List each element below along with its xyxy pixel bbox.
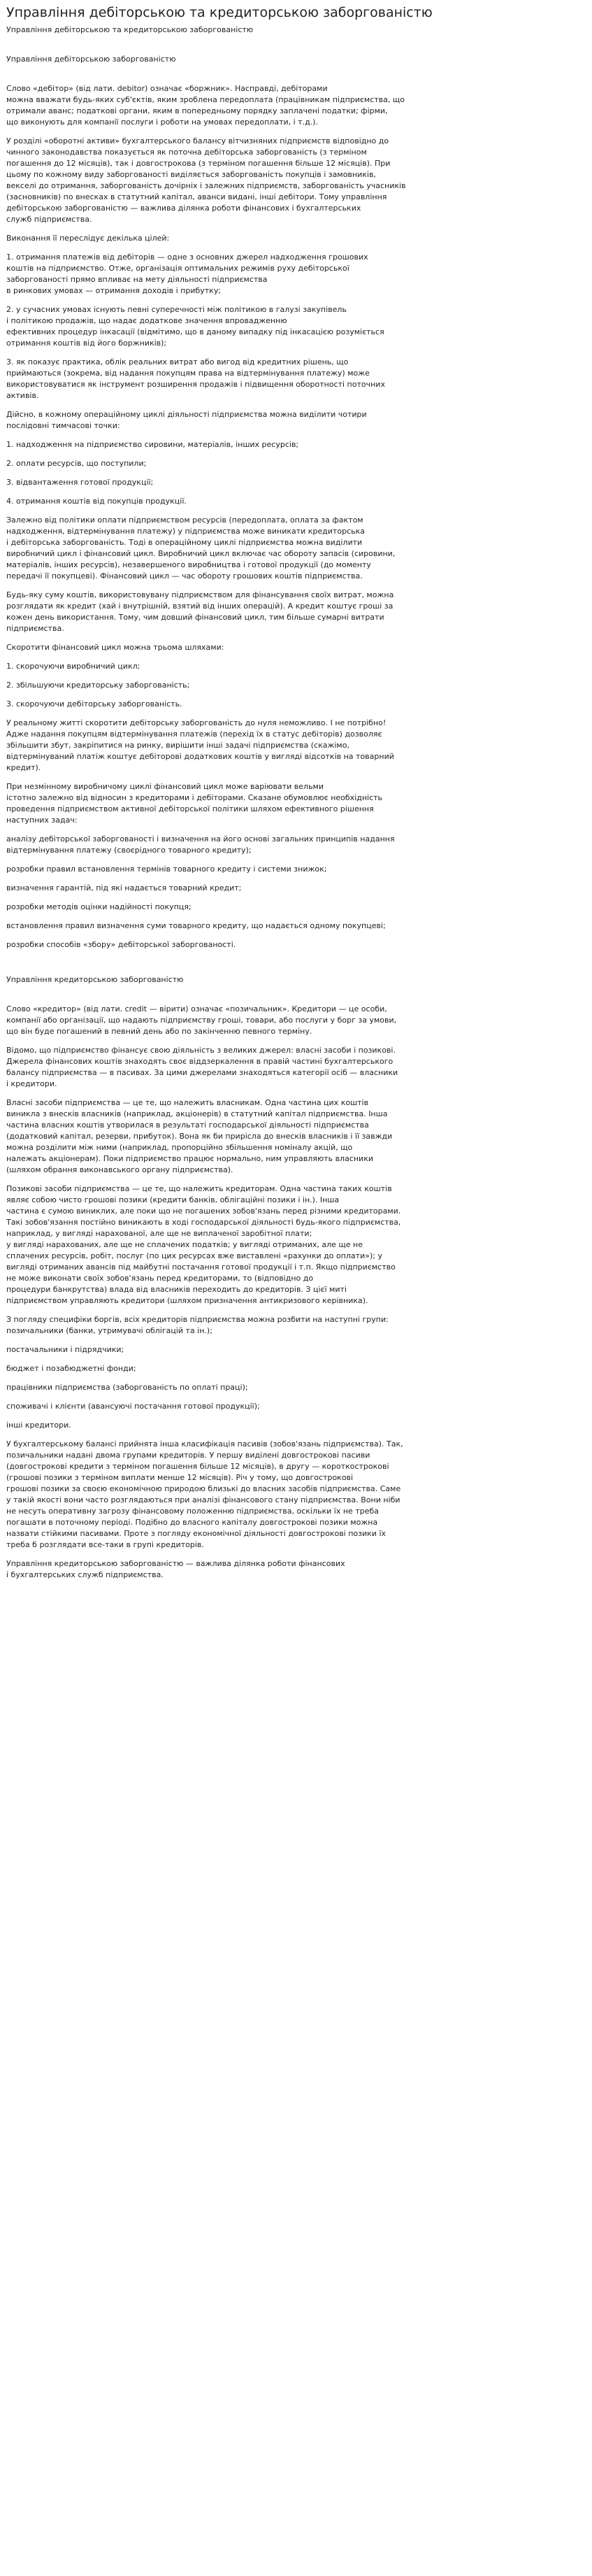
paragraph: У реальному житті скоротити дебіторську заборгованість до нуля неможливо. І не потрібно! Адже надання покупцям відтермінування платежів (перехід їх в статус дебіторів) дозволяє збільшити збут, закріпитися на ринку, вирішити інші задачі підприємства (скажімо, відтермінуваний платіж коштує дебіторові додаткових коштів у вигляді відсотків на товарний кредит). [6, 718, 394, 772]
paragraph: Будь-яку суму коштів, використовувану підприємством для фінансування своїх витрат, можна розглядати як кредит (хай і внутрішній, взятий від інших операцій). А кредит коштує гроші за кожен день використання. Тому, чим довший фінансовий цикл, тим більше сумарні витрати підприємства. [6, 590, 394, 633]
paragraph: 3. відвантаження готової продукції; [6, 478, 154, 487]
paragraph: Позикові засоби підприємства — це те, що належить кредиторам. Одна частина таких коштів являє собою чисто грошові позики (кредити банків, облігаційні позики і ін.). Інша частина є сумою виниклих, але поки що не погашених зобов'язань перед різними кредиторами. Такі зобов'язання постійно виникають в ході господарської діяльності будь-якого підприємства, наприклад, у вигляді нарахованої, але ще не виплаченої заробітної плати; у вигляді нарахованих, але ще не сплачених податків; у вигляді отриманих, але ще не сплачених ресурсів, робіт, послуг (по цих ресурсах вже виставлені «рахунки до оплати»); у вигляді отриманих авансів під майбутні постачання готової продукції і т.п. Якщо підприємство не може виконати своїх зобов'язань перед кредиторами, то (відповідно до процедури банкрутства) влада від власників переходить до кредиторів. З цієї миті підприємством управляють кредитори (шляхом призначення антикризового керівника). [6, 1184, 401, 1305]
paragraph: Дійсно, в кожному операційному циклі діяльності підприємства можна виділити чотири послідовні тимчасові точки: [6, 410, 367, 430]
paragraph: розробки методів оцінки надійності покупця; [6, 902, 192, 911]
paragraph: 3. як показує практика, облік реальних витрат або вигод від кредитних рішень, що приймаються (зокрема, від надання покупцям права на відтермінування платежу) може використовуватися як інструмент розширення продажів і підвищення оборотності поточних активів. [6, 357, 385, 400]
paragraph: Залежно від політики оплати підприємством ресурсів (передоплата, оплата за фактом надходження, відтермінування платежу) у підприємства може виникати кредиторська і дебіторська заборгованість. Тоді в операційному циклі підприємства можна виділити виробничий цикл і фінансовий цикл. Виробничий цикл включає час обороту запасів (сировини, матеріалів, інших ресурсів), незавершеного виробництва і готової продукції (до моменту передачі її покупцеві). Фінансовий цикл — час обороту грошових коштів підприємства. [6, 515, 396, 581]
paragraph: інші кредитори. [6, 1421, 71, 1430]
article-body [6, 54, 586, 1581]
article-title: Управління дебіторською та кредиторською заборгованістю [6, 5, 433, 20]
paragraph: У розділі «оборотні активи» бухгалтерського балансу вітчизняних підприємств відповідно до чинного законодавства показується як поточна дебіторська заборгованість (з терміном погашення до 12 місяців), так і довгострокова (з терміном погашення більше 12 місяців). При цьому по кожному виду заборгованості виділяється заборгованість покупців і замовників, векселі до отримання, заборгованість дочірніх і залежних підприємств, заборгованість учасників (засновників) по внесках в статутний капітал, аванси видані, інші дебітори. Тому управління дебіторською заборгованістю — важлива ділянка роботи фінансових і бухгалтерських служб підприємства. [6, 136, 406, 224]
paragraph: 2. оплати ресурсів, що поступили; [6, 459, 147, 468]
paragraph: Власні засоби підприємства — це те, що належить власникам. Одна частина цих коштів виникла з внесків власників (наприклад, акціонерів) в статутний капітал підприємства. Інша частина власних коштів утворилася в результаті господарської діяльності підприємства (додатковий капітал, резерви, прибуток). Вона як би прирісла до внесків власників і її завжди можна розділити між ними (наприклад, пропорційно збільшення номіналу акцій, що належать акціонерам). Поки підприємство працює нормально, ним управляють власники (шляхом обрання виконавського органу підприємства). [6, 1098, 393, 1174]
paragraph: 1. отримання платежів від дебіторів — одне з основних джерел надходження грошових коштів на підприємство. Отже, організація оптимальних режимів руху дебіторської заборгованості прямо впливає на мету діяльності підприємства в ринкових умовах — отримання доходів і прибутку; [6, 252, 368, 295]
paragraph: З погляду специфіки боргів, всіх кредиторів підприємства можна розбити на наступні групи: позичальники (банки, утримувачі облігацій та ін.); [6, 1315, 389, 1335]
paragraph: розробки правил встановлення термінів товарного кредиту і системи знижок; [6, 864, 327, 874]
paragraph: Виконання її переслідує декілька цілей: [6, 234, 170, 243]
paragraph: постачальники і підрядчики; [6, 1345, 124, 1354]
paragraph: Слово «кредитор» (від лати. credit — вірити) означає «позичальник». Кредитори — це особи, компанії або організації, що надають підприємству гроші, товари, або послуги у борг за умови, що він буде погашений в певний день або по закінченню певного терміну. [6, 1004, 397, 1036]
paragraph: 1. скорочуючи виробничий цикл; [6, 662, 140, 671]
article-section [6, 974, 586, 1581]
paragraph: визначення гарантій, під які надається товарний кредит; [6, 883, 242, 892]
paragraph: Управління кредиторською заборгованістю — важлива ділянка роботи фінансових і бухгалтерських служб підприємства. [6, 1559, 345, 1579]
section-title: Управління кредиторською заборгованістю [6, 975, 184, 984]
article-subtitle: Управління дебіторською та кредиторською заборгованістю [6, 25, 254, 34]
paragraph: У бухгалтерському балансі прийнята інша класифікація пасивів (зобов'язань підприємства). Так, позичальники надані двома групами кредиторів. У першу виділені довгострокові пасиви (довгострокові кредити з терміном погашення більше 12 місяців), в другу — короткострокові (грошові позики з терміном виплати менше 12 місяців). Річ у тому, що довгострокові грошові позики за своєю економічною природою близькі до власних засобів підприємства. Саме у такій якості вони часто розглядаються при аналізі фінансового стану підприємства. Вони ніби не несуть оперативну загрозу фінансовому положенню підприємства, оскільки їх не треба погашати в поточному періоді. Подібно до власного капіталу довгострокові позики можна назвати стійкими пасивами. Проте з погляду економічної діяльності довгострокові позики їх треба б розглядати все-таки в групі кредиторів. [6, 1439, 403, 1549]
paragraph: 2. збільшуючи кредиторську заборгованість; [6, 681, 190, 690]
paragraph: 4. отримання коштів від покупців продукції. [6, 497, 187, 506]
paragraph: аналізу дебіторської заборгованості і визначення на його основі загальних принципів надання відтермінування платежу (своєрідного товарного кредиту); [6, 834, 395, 855]
paragraph: працівники підприємства (заборгованість по оплаті праці); [6, 1383, 248, 1392]
paragraph: При незмінному виробничому циклі фінансовий цикл може варіювати вельми істотно залежно від відносин з кредиторами і дебіторами. Сказане обумовлює необхідність проведення підприємством активної дебіторської політики шляхом ефективного рішення наступних задач: [6, 782, 383, 825]
paragraph: 1. надходження на підприємство сировини, матеріалів, інших ресурсів; [6, 440, 299, 449]
paragraph: Скоротити фінансовий цикл можна трьома шляхами: [6, 643, 224, 652]
article-section [6, 54, 586, 951]
paragraph: встановлення правил визначення суми товарного кредиту, що надається одному покупцеві; [6, 921, 386, 930]
paragraph: 3. скорочуючи дебіторську заборгованість. [6, 699, 182, 709]
paragraph: споживачі і клієнти (авансуючі постачання готової продукції); [6, 1402, 260, 1411]
section-title: Управління дебіторською заборгованістю [6, 55, 176, 64]
paragraph: 2. у сучасних умовах існують певні суперечності між політикою в галузі закупівель і політикою продажів, що надає додаткове значення впровадженню ефективних процедур інкасації (відмітимо, що в даному випадку під інкасацією розуміється отримання коштів від його боржників); [6, 305, 384, 348]
paragraph: розробки способів «збору» дебіторської заборгованості. [6, 940, 236, 949]
paragraph: Слово «дебітор» (від лати. debitor) означає «боржник». Насправді, дебіторами можна вважати будь-яких суб'єктів, яким зроблена передоплата (працівникам підприємства, що отримали аванс; податкові органи, яким в попередньому порядку заплачені податки; фірми, що виконують для компанії послуги і роботи на умовах передоплати, і т.д.). [6, 84, 405, 127]
paragraph: Відомо, що підприємство фінансує свою діяльність з великих джерел: власні засоби і позикові. Джерела фінансових коштів знаходять своє віддзеркалення в правій частині бухгалтерського балансу підприємства — в пасивах. За цими джерелами знаходяться категорії осіб — власники і кредитори. [6, 1046, 398, 1088]
paragraph: бюджет і позабюджетні фонди; [6, 1364, 136, 1373]
article-page [0, 4, 592, 1581]
